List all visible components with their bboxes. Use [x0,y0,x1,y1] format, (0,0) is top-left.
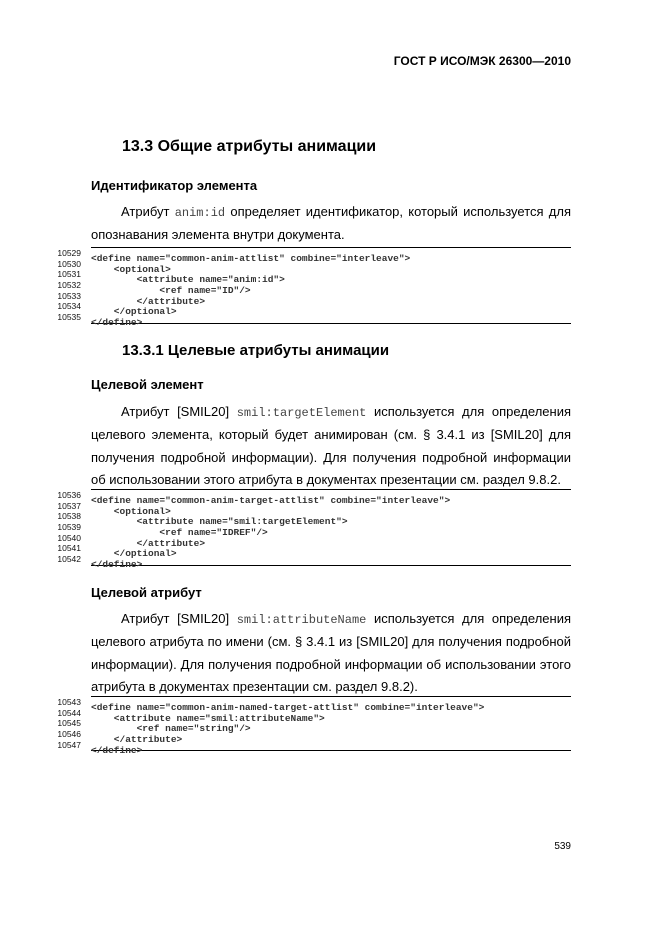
code-block [57,696,571,756]
inline-code: anim:id [174,206,226,220]
paragraph-target-attribute: Атрибут [SMIL20] smil:attributeName используется для определения целевого атрибута по имени (см. § 3.4.1 из [SMIL20] для получения подробной информации). Для получения подробной информации об использовании этого атрибута в документах презентации см. раздел 9.8.2). [91,611,571,695]
code-text: </attribute> [91,734,183,746]
line-number: 10532 [57,280,81,291]
line-number: 10529 [57,248,81,258]
line-number: 10533 [57,290,81,301]
code-text: <define name="common-anim-attlist" combine="interleave"> [91,253,411,264]
line-number: 10546 [57,729,81,740]
line-number: 10530 [57,258,81,269]
line-number: 10535 [57,312,81,323]
code-text: <define name="common-anim-named-target-attlist" combine="interleave"> [91,702,485,713]
inline-code: smil:attributeName [236,613,367,627]
line-number: 10544 [57,707,81,718]
subsection-title: 13.3.1 Целевые атрибуты анимации [122,342,390,359]
line-number: 10539 [57,522,81,533]
code-line [57,739,571,756]
code-text: </define> [91,317,143,329]
line-number: 10534 [57,301,81,312]
page-header: ГОСТ Р ИСО/МЭК 26300—2010 [393,54,571,68]
section-title: 13.3 Общие атрибуты анимации [122,138,377,155]
line-number: 10538 [57,511,81,522]
code-text: </attribute> [91,295,206,307]
code-text: </optional> [91,306,177,318]
code-text: </optional> [91,548,177,560]
code-text: <attribute name="smil:targetElement"> [91,516,348,528]
code-line [57,312,571,329]
heading-target-attribute: Целевой атрибут [91,585,202,600]
code-text: </define> [91,559,143,571]
code-text: </define> [91,744,143,756]
line-number: 10547 [57,739,81,750]
code-text: <ref name="string"/> [91,723,251,735]
heading-element-id: Идентификатор элемента [91,178,258,193]
line-number: 10541 [57,543,81,554]
line-number: 10537 [57,500,81,511]
line-number: 10545 [57,718,81,729]
code-text: <optional> [91,505,171,517]
inline-code: smil:targetElement [236,406,367,420]
code-block [57,247,571,329]
line-number: 10540 [57,532,81,543]
line-number: 10531 [57,269,81,280]
line-number: 10542 [57,554,81,565]
page-number: 539 [554,841,571,852]
line-number: 10543 [57,697,81,707]
paragraph-element-id: Атрибут anim:id определяет идентификатор, который используется для опознавания элемента внутри документа. [91,204,571,243]
code-text: </attribute> [91,537,206,549]
code-text: <ref name="IDREF"/> [91,527,268,539]
code-text: <optional> [91,263,171,275]
line-number: 10536 [57,490,81,500]
code-line [57,554,571,571]
code-text: <ref name="ID"/> [91,285,251,297]
code-text: <attribute name="smil:attributeName"> [91,712,325,724]
code-text: <attribute name="anim:id"> [91,274,285,286]
code-text: <define name="common-anim-target-attlist" combine="interleave"> [91,495,451,506]
heading-target-element: Целевой элемент [91,377,204,392]
paragraph-target-element: Атрибут [SMIL20] smil:targetElement используется для определения целевого элемента, который будет анимирован (см. § 3.4.1 из [SMIL20] для получения подробной информации). Для получения подробной информации об использовании этого атрибута в документах презентации см. раздел 9.8.2. [91,404,571,488]
code-block [57,489,571,571]
